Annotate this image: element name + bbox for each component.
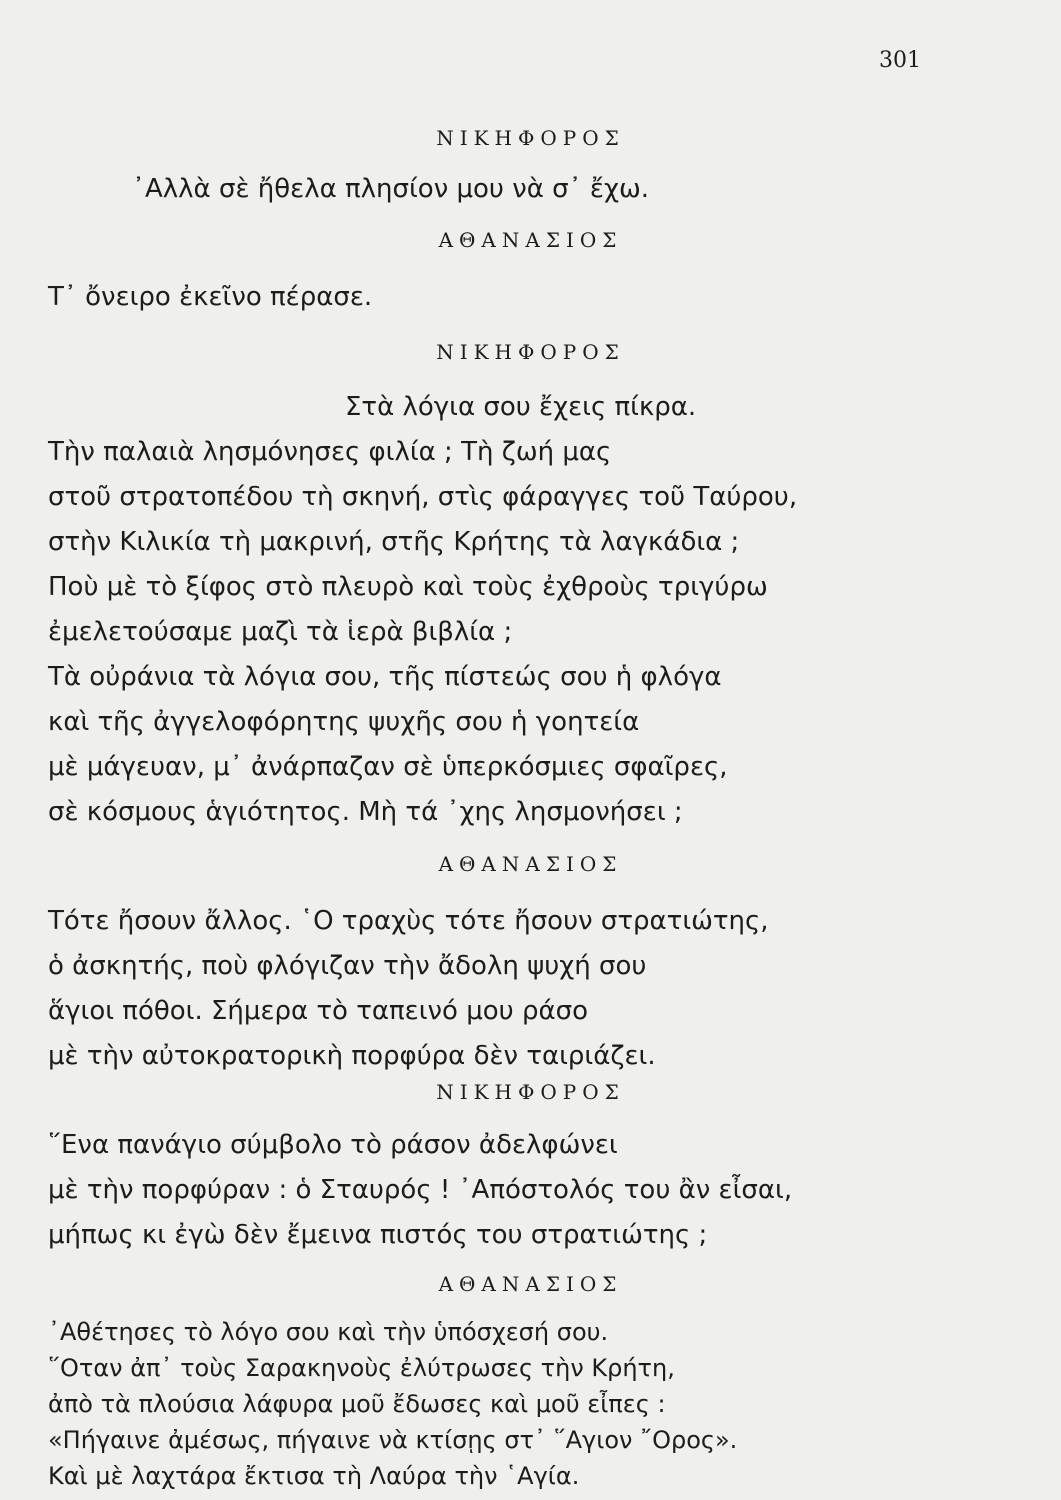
speaker-heading: ΑΘΑΝΑΣΙΟΣ	[438, 1272, 623, 1296]
verse-line: Ποὺ μὲ τὸ ξίφος στὸ πλευρὸ καὶ τοὺς ἐχθροὺς τριγύρω	[48, 572, 768, 602]
speaker-heading: ΝΙΚΗΦΟΡΟΣ	[436, 340, 625, 364]
verse-line: ἐμελετούσαμε μαζὶ τὰ ἱερὰ βιβλία ;	[48, 617, 513, 647]
verse-line: Καὶ μὲ λαχτάρα ἔκτισα τὴ Λαύρα τὴν ῾Αγία.	[48, 1462, 580, 1490]
verse-line: Τὰ οὐράνια τὰ λόγια σου, τῆς πίστεώς σου ἡ φλόγα	[48, 662, 722, 692]
verse-line: ῞Οταν ἀπ᾿ τοὺς Σαρακηνοὺς ἐλύτρωσες τὴν Κρήτη,	[48, 1354, 675, 1382]
verse-line: μὲ τὴν πορφύραν : ὁ Σταυρός ! ᾿Απόστολός του ἂν εἶσαι,	[48, 1175, 793, 1205]
verse-line: ἀπὸ τὰ πλούσια λάφυρα μοῦ ἔδωσες καὶ μοῦ εἶπες :	[48, 1390, 666, 1418]
verse-line: ᾿Αθέτησες τὸ λόγο σου καὶ τὴν ὑπόσχεσή σου.	[48, 1318, 609, 1346]
speaker-heading: ΑΘΑΝΑΣΙΟΣ	[438, 228, 623, 252]
verse-line: ὁ ἀσκητής, ποὺ φλόγιζαν τὴν ἄδολη ψυχή σου	[48, 951, 647, 981]
verse-line: μὲ μάγευαν, μ᾿ ἀνάρπαζαν σὲ ὑπερκόσμιες σφαῖρες,	[48, 752, 728, 782]
verse-line: ῞Ενα πανάγιο σύμβολο τὸ ράσον ἀδελφώνει	[48, 1130, 618, 1160]
verse-line: σὲ κόσμους ἁγιότητος. Μὴ τά ᾿χης λησμονήσει ;	[48, 797, 683, 827]
verse-line: καὶ τῆς ἀγγελοφόρητης ψυχῆς σου ἡ γοητεία	[48, 707, 640, 737]
verse-line: Τότε ἤσουν ἄλλος. ῾Ο τραχὺς τότε ἤσουν στρατιώτης,	[48, 906, 769, 936]
speaker-heading: ΝΙΚΗΦΟΡΟΣ	[436, 126, 625, 150]
verse-line: ἅγιοι πόθοι. Σήμερα τὸ ταπεινό μου ράσο	[48, 996, 589, 1026]
verse-line: μήπως κι ἐγὼ δὲν ἔμεινα πιστός του στρατιώτης ;	[48, 1220, 708, 1250]
verse-line: μὲ τὴν αὐτοκρατορικὴ πορφύρα δὲν ταιριάζει.	[48, 1041, 656, 1071]
verse-line: ᾿Αλλὰ σὲ ἤθελα πλησίον μου νὰ σ᾿ ἔχω.	[132, 174, 650, 204]
verse-line: στοῦ στρατοπέδου τὴ σκηνή, στὶς φάραγγες τοῦ Ταύρου,	[48, 482, 798, 512]
verse-line: Τὴν παλαιὰ λησμόνησες φιλία ; Τὴ ζωή μας	[48, 437, 612, 467]
verse-line: στὴν Κιλικία τὴ μακρινή, στῆς Κρήτης τὰ λαγκάδια ;	[48, 527, 740, 557]
speaker-heading: ΝΙΚΗΦΟΡΟΣ	[436, 1080, 625, 1104]
verse-line: «Πήγαινε ἀμέσως, πήγαινε νὰ κτίσῃς στ᾿ ῞Αγιον ῎Ορος».	[48, 1426, 738, 1454]
page-number: 301	[879, 48, 921, 73]
verse-line: Τ᾿ ὄνειρο ἐκεῖνο πέρασε.	[48, 282, 373, 312]
verse-line: Στὰ λόγια σου ἔχεις πίκρα.	[345, 392, 697, 422]
speaker-heading: ΑΘΑΝΑΣΙΟΣ	[438, 852, 623, 876]
